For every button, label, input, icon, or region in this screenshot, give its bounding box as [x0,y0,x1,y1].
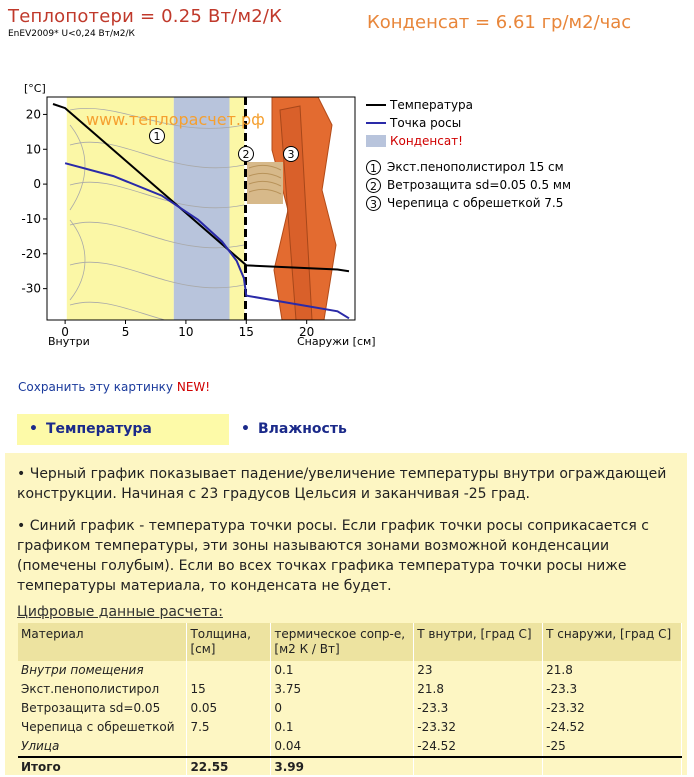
legend-layer-2 [366,176,571,194]
heat-loss-norm: EnEV2009* U<0,24 Вт/м2/К [8,29,135,39]
legend-dewpoint-line [366,122,386,124]
y-tick-label: -20 [21,246,41,261]
cell: 0.1 [271,661,414,680]
legend-layer-2-num: 2 [366,178,381,193]
legend-condensate-label: Конденсат! [390,134,463,148]
cell: Экст.пенополистирол [18,680,187,699]
x-tick-label: 10 [178,325,194,339]
legend-layer-3-num: 3 [366,196,381,211]
table-row [18,718,682,737]
x-axis-label-left: Внутри [48,335,90,348]
description-paragraph-1: • Черный график показывает падение/увеличение температуры внутри ограждающей конструкции. Начиная с 23 градусов Цельсия и заканчивая -25 град. [17,466,667,502]
tab-bullet-icon: • [29,421,38,437]
legend-condensate [366,132,571,150]
total-cell: Итого [18,757,187,777]
batten-wood [247,162,283,204]
layer-marker-2 [239,147,254,162]
total-cell: 3.99 [271,757,414,777]
cell: 23 [414,661,543,680]
layer-marker-1 [150,129,165,144]
cell: 0.04 [271,737,414,757]
tile-layer [252,97,336,320]
info-panel [5,453,687,775]
cell: 15 [187,680,271,699]
cell [187,661,271,680]
legend-temperature [366,96,571,114]
total-cell [543,757,682,777]
legend-layer-1-num: 1 [366,160,381,175]
cell: -25 [543,737,682,757]
total-cell: 22.55 [187,757,271,777]
save-image-text[interactable]: Сохранить эту картинку [18,380,174,394]
y-tick-label: 10 [25,142,41,157]
x-tick-label: 20 [299,325,315,339]
cell: 21.8 [414,680,543,699]
legend-layer-3 [366,194,571,212]
table-row [18,680,682,699]
cell: Внутри помещения [18,661,187,680]
chart-legend [366,96,571,212]
table-total-row [18,757,682,777]
col-header: Материал [18,623,187,661]
cell: -24.52 [414,737,543,757]
legend-layer-2-name: Ветрозащита sd=0.05 0.5 мм [387,178,572,192]
x-tick-label: 15 [238,325,254,339]
cell [187,737,271,757]
description-text-1: Черный график показывает падение/увеличение температуры внутри ограждающей конструкции. Начиная с 23 градусов Цельсия и заканчивая -25 град. [17,466,667,502]
legend-temperature-label: Температура [390,98,474,112]
legend-dewpoint-label: Точка росы [390,116,462,130]
table-header-row [18,623,682,661]
legend-dewpoint [366,114,571,132]
tab-temperature-label[interactable]: Температура [45,421,152,437]
y-axis-label: [°C] [24,82,46,95]
x-axis-label-right: Снаружи [см] [297,335,376,348]
y-tick-label: 20 [25,107,41,122]
cell: 0.05 [187,699,271,718]
table-title: Цифровые данные расчета: [17,604,223,620]
layer-marker-3 [284,147,299,162]
y-tick-label: -30 [21,281,41,296]
tab-humidity[interactable] [229,414,487,445]
cell: Черепица с обрешеткой [18,718,187,737]
save-image-link[interactable] [18,380,210,394]
table-row [18,737,682,757]
layer-marker-2-label: 2 [242,148,250,161]
total-cell [414,757,543,777]
legend-layer-1 [366,158,571,176]
col-header: T снаружи, [град С] [543,623,682,661]
cell: Ветрозащита sd=0.05 [18,699,187,718]
cell: 21.8 [543,661,682,680]
cell: -24.52 [543,718,682,737]
legend-temperature-line [366,104,386,106]
calc-table [18,623,682,777]
legend-layer-1-name: Экст.пенополистирол 15 см [387,160,564,174]
legend-condensate-swatch [366,135,386,147]
cell: -23.3 [543,680,682,699]
heat-loss-title: Теплопотери = 0.25 Вт/м2/К [8,6,283,27]
temperature-chart [0,70,694,360]
description-text-2: Синий график - температура точки росы. Если график точки росы соприкасается с графиком температуры, эти зоны называются зонами возможной конденсации (помечены голубым). Если во всех точках графика температура точки росы ниже температуры материала, то конденсата не будет. [17,518,649,594]
layer-marker-1-label: 1 [153,130,161,143]
cell: 0.1 [271,718,414,737]
condensate-title: Конденсат = 6.61 гр/м2/час [367,12,632,33]
header-left [8,6,282,39]
new-badge: NEW! [176,380,211,394]
legend-layer-3-name: Черепица с обрешеткой 7.5 [387,196,564,210]
layer-marker-3-label: 3 [287,148,295,161]
tab-bullet-icon: • [241,421,250,437]
cell: 3.75 [271,680,414,699]
cell: Улица [18,737,187,757]
cell: 7.5 [187,718,271,737]
tab-bar [17,414,487,445]
cell: -23.32 [414,718,543,737]
table-row [18,661,682,680]
chart-watermark: www.теплорасчет.рф [86,110,265,129]
description-paragraph-2: • Синий график - температура точки росы. Если график точки росы соприкасается с графиком температуры, эти зоны называются зонами возможной конденсации (помечены голубым). Если во всех точках графика температура точки росы ниже температуры материала, то конденсата не будет. [17,518,649,594]
x-tick-label: 5 [121,325,130,339]
cell: 0 [271,699,414,718]
col-header: T внутри, [град С] [414,623,543,661]
y-tick-label: -10 [21,211,41,226]
tab-temperature[interactable] [17,414,229,445]
cell: -23.3 [414,699,543,718]
col-header: термическое сопр-е, [м2 К / Вт] [271,623,414,661]
cell: -23.32 [543,699,682,718]
col-header: Толщина, [см] [187,623,271,661]
table-row [18,699,682,718]
y-tick-label: 0 [33,177,41,192]
tab-humidity-label[interactable]: Влажность [257,421,347,437]
x-tick-label: 0 [61,325,69,339]
